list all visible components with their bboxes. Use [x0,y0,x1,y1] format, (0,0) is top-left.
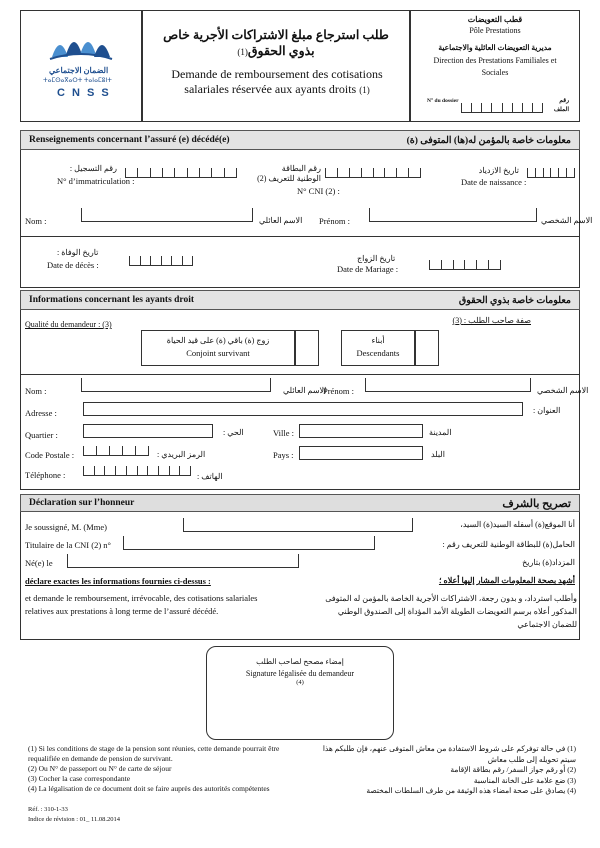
body-ar: وأطلب استرداد، و بدون رجعة، الاشتراكات الأجرية الخاصة بالمؤمن له المتوفى المذكور أعلاه برسم التعويضات الطويلة الأمد المؤداة إلى الصندوق الوطني للضمان الاجتماعي [325,594,577,629]
declare-ar: أشهد بصحة المعلومات المشار إليها أعلاه ؛ [438,576,575,585]
note-fr-1: (1) Si les conditions de stage de la pension sont réunies, cette demande pourrait être requalifiée en demande de pension de survivant. [28,744,280,763]
s1-prenom-label-fr: Prénom : [319,216,350,226]
cni-field[interactable] [325,168,421,178]
cni-label-ar: رقم البطاقة الوطنية للتعريف (2) [257,164,321,183]
souss-label-ar: أنا الموقع(ة) أسفله السيد(ة) السيد، [460,520,575,529]
dob-label-ar: تاريخ الازدياد [478,166,519,175]
cp-label-ar: الرمز البريدي : [157,450,206,459]
pays-label-fr: Pays : [273,450,294,460]
quartier-label-fr: Quartier : [25,430,58,440]
sig-note: (4) [296,679,304,686]
section3-title-fr: Déclaration sur l’honneur [29,498,135,508]
mariage-label-fr: Date de Mariage : [337,264,399,274]
qualite-label-fr: Qualité du demandeur : (3) [25,320,112,329]
ne-field[interactable] [67,554,299,568]
desc-label-ar: أبناء [371,336,385,345]
s1-nom-field[interactable] [81,208,253,222]
pays-field[interactable] [299,446,423,460]
declare-fr: déclare exactes les informations fournies ci-dessus : [25,576,211,586]
logo-box [20,10,142,122]
descendants-checkbox[interactable] [415,330,439,366]
immat-label-fr: N° d’immatriculation : [57,176,135,186]
descendants-option[interactable] [341,330,415,366]
s1-nom-label-fr: Nom : [25,216,47,226]
logo-ar: الضمان الاجتماعي [49,66,109,75]
adresse-field[interactable] [83,402,523,416]
s2-prenom-label-fr: Prénom : [323,386,354,396]
note-ar-1: (1) في حالة توفركم على شروط الاستفادة من معاش المتوفى عنهم، فإن طلبكم هذا سيتم تحويله إلى طلب معاش [322,744,576,764]
section3-header [20,494,580,512]
note-ar-4: (4) يصادق على صحة امضاء هذه الوثيقة من طرف السلطات المختصة [366,786,576,795]
section2-title-ar: معلومات خاصة بذوي الحقوق [458,296,571,306]
s1-divider [21,236,579,237]
dossier-field[interactable] [461,103,543,113]
mariage-label-ar: تاريخ الزواج [357,254,396,263]
note-ar-3: (3) ضع علامة على الخانة المناسبة [473,775,576,785]
s3-cni-label-fr: Titulaire de la CNI (2) n° [25,540,111,550]
body-fr: et demande le remboursement, irrévocable, des cotisations salariales relatives aux prestations à long terme de l’assuré décédé. [25,593,258,616]
desc-label-fr: Descendants [356,348,400,358]
pole-ar: قطب التعويضات [467,15,523,24]
note-fr-2: (2) Ou N° de passeport ou N° de carte de séjour [28,764,172,773]
signature-box[interactable] [206,646,394,740]
dossier-ar: رقم الملف [553,98,569,113]
footnotes-ar [306,744,576,797]
note-fr-3: (3) Cocher la case correspondante [28,774,131,783]
title-ar: طلب استرجاع مبلغ الاشتراكات الأجرية خاص بذوي الحقوق(1) [163,28,389,58]
conjoint-label-fr: Conjoint survivant [186,348,250,358]
s2-prenom-field[interactable] [365,378,531,392]
ville-label-fr: Ville : [273,428,294,438]
ref: Réf. : 310-1-33 [28,806,68,813]
adresse-label-ar: العنوان : [533,406,561,415]
deces-field[interactable] [129,256,193,266]
conjoint-checkbox[interactable] [295,330,319,366]
quartier-field[interactable] [83,424,213,438]
s2-prenom-label-ar: الاسم الشخصي [537,386,589,395]
s2-divider [21,374,579,375]
dossier-fr: N° du dossier [427,98,459,104]
section1-header [20,130,580,150]
cp-label-fr: Code Postale : [25,450,75,460]
revision: Indice de révision : 01_ 11.08.2014 [28,816,121,823]
footnotes-fr [28,744,300,794]
note-fr-4: (4) La légalisation de ce document doit se faire auprès des autorités compétentes [28,784,270,793]
s1-prenom-label-ar: الاسم الشخصي [541,216,593,225]
s1-nom-label-ar: الاسم العائلي [259,216,303,225]
conjoint-label-ar: زوج (ة) باقي (ة) على قيد الحياة [166,336,270,345]
qualite-label-ar: صفة صاحب الطلب : (3) [452,316,531,325]
cp-field[interactable] [83,446,149,456]
adresse-label-fr: Adresse : [25,408,57,418]
pole-box [410,10,580,122]
cnss-logo-icon [48,29,114,63]
logo-tifinagh: ⵜⴰⵎⵙⴰⴳⴰⵔⵜ ⵜⴰⵏⴰⵎⵓⵏⵜ [43,78,112,84]
section3-title-ar: تصريح بالشرف [502,498,571,510]
souss-field[interactable] [183,518,413,532]
note-ar-2: (2) أو رقم جواز السفر/ رقم بطاقة الإقامة [450,765,576,774]
tel-label-ar: الهاتف : [197,472,223,481]
dob-label-fr: Date de naissance : [461,177,527,187]
section2-body [20,310,589,490]
deces-label-ar: تاريخ الوفاة : [57,248,99,257]
section1-title-fr: Renseignements concernant l’assuré (e) décédé(e) [29,135,230,145]
sig-label-fr: Signature légalisée du demandeur [245,669,355,678]
s3-cni-label-ar: الحامل(ة) للبطاقة الوطنية للتعريف رقم : [442,540,575,549]
section3-body [20,512,580,640]
mariage-field[interactable] [429,260,501,270]
ne-label-fr: Né(e) le [25,558,53,568]
immat-label-ar: رقم التسجيل : [69,164,117,173]
immat-field[interactable] [125,168,237,178]
ne-label-ar: المزداد(ة) بتاريخ [522,558,575,567]
title-box [142,10,410,122]
s2-nom-label-fr: Nom : [25,386,47,396]
tel-field[interactable] [83,466,191,476]
pole-fr: Pôle Prestations [469,26,521,35]
souss-label-fr: Je soussigné, M. (Mme) [25,522,107,532]
dir-ar: مديرية التعويضات العائلية والاجتماعية [438,43,552,52]
s1-prenom-field[interactable] [369,208,537,222]
section1-title-ar: معلومات خاصة بالمؤمن له(ها) المتوفى (ة) [406,136,571,146]
quartier-label-ar: الحي : [223,428,244,437]
ville-label-ar: المدينة [429,428,452,437]
pays-label-ar: البلد [431,450,445,459]
section2-title-fr: Informations concernant les ayants droit [29,295,195,305]
title-fr: Demande de remboursement des cotisations salariales réservée aux ayants droits (1) [171,67,383,96]
sig-label-ar: إمضاء مصحح لصاحب الطلب [256,657,344,666]
conjoint-option[interactable] [141,330,295,366]
s2-nom-field[interactable] [81,378,271,392]
s2-nom-label-ar: الاسم العائلي [283,386,327,395]
deces-label-fr: Date de décès : [47,260,99,270]
logo-abbr: C N S S [57,87,111,99]
s3-cni-field[interactable] [123,536,375,550]
dir-fr: Direction des Prestations Familiales et Sociales [433,56,557,77]
ville-field[interactable] [299,424,423,438]
section1-body [20,150,593,288]
section2-header [20,290,580,310]
dob-field[interactable] [527,168,575,178]
cni-label-fr: N° CNI (2) : [297,186,340,196]
tel-label-fr: Téléphone : [25,470,66,480]
